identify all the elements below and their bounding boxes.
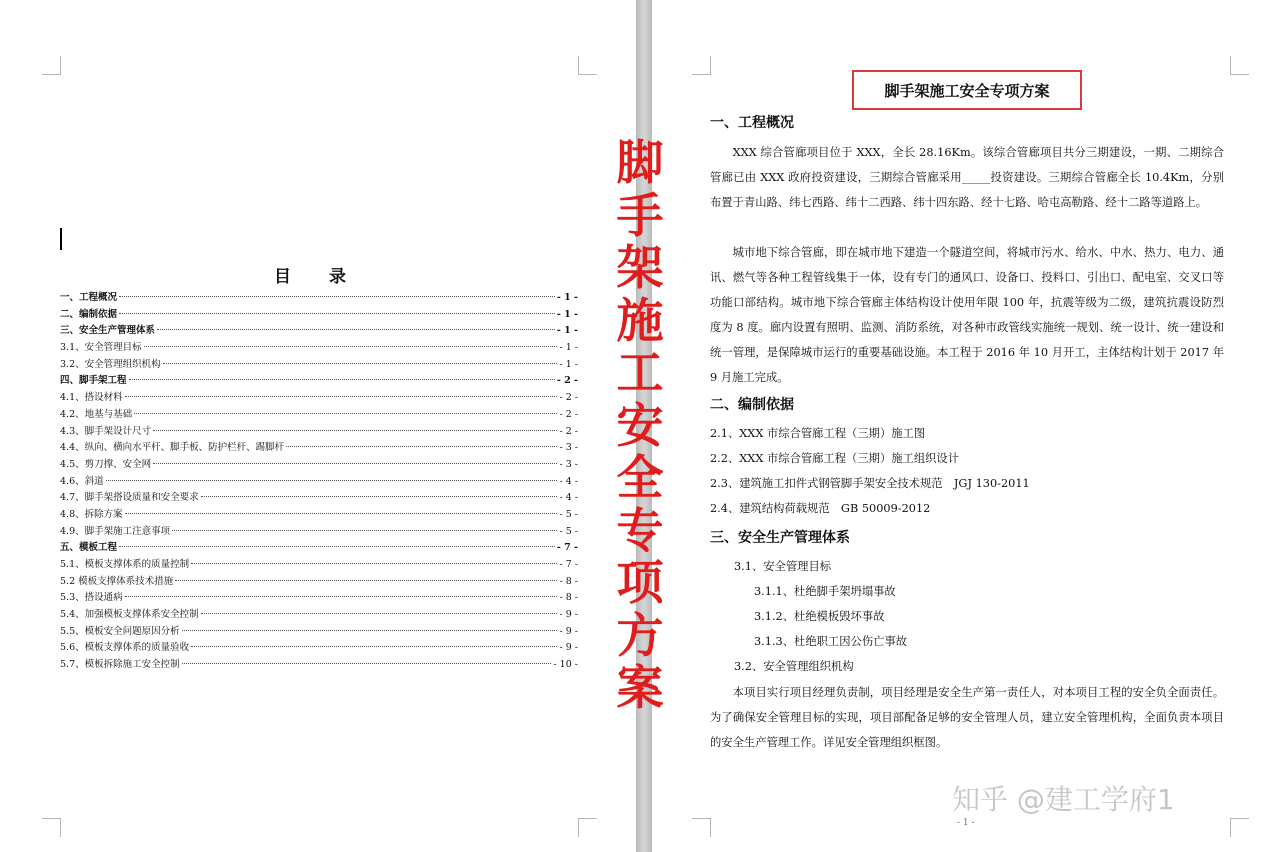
crop-mark xyxy=(1230,56,1249,75)
toc-leader-dots xyxy=(201,496,558,497)
toc-leader-dots xyxy=(182,663,552,664)
toc-entry[interactable] xyxy=(60,340,578,357)
toc-entry-page: - 1 - xyxy=(556,325,578,337)
toc-entry[interactable] xyxy=(60,474,578,491)
toc-entry-label: 4.5、剪刀撑、安全网 xyxy=(60,458,152,470)
toc-entry-page: - 7 - xyxy=(556,542,578,554)
toc-entry-label: 5.2 模板支撑体系技术措施 xyxy=(60,575,174,587)
section-heading-overview: 一、工程概况 xyxy=(710,115,794,131)
toc-leader-dots xyxy=(191,563,557,564)
toc-entry[interactable] xyxy=(60,590,578,607)
toc-entry[interactable] xyxy=(60,507,578,524)
basis-item: 2.4、建筑结构荷载规范 GB 50009-2012 xyxy=(710,502,931,515)
toc-leader-dots xyxy=(286,446,557,447)
toc-entry-page: - 8 - xyxy=(559,592,578,604)
toc-leader-dots xyxy=(144,346,558,347)
crop-mark xyxy=(1230,818,1249,837)
toc-entry[interactable] xyxy=(60,524,578,541)
crop-mark xyxy=(692,56,711,75)
toc-entry-label: 4.9、脚手架施工注意事项 xyxy=(60,525,171,537)
toc-entry[interactable] xyxy=(60,323,578,340)
toc-entry[interactable] xyxy=(60,657,578,674)
toc-entry-label: 3.2、安全管理组织机构 xyxy=(60,358,161,370)
crop-mark xyxy=(578,56,597,75)
toc-leader-dots xyxy=(191,646,557,647)
basis-item: 2.3、建筑施工扣件式钢管脚手架安全技术规范 JGJ 130-2011 xyxy=(710,477,1030,490)
toc-leader-dots xyxy=(134,413,557,414)
toc-entry-label: 二、编制依据 xyxy=(60,308,118,320)
toc-entry-page: - 2 - xyxy=(559,425,578,437)
overview-paragraph-2: 城市地下综合管廊，即在城市地下建造一个隧道空间，将城市污水、给水、中水、热力、电力、通讯、燃气等各种工程管线集于一体，设有专门的通风口、设备口、投料口、引出口、配电室、交叉口等功能口部结构。城市地下综合管廊主体结构设计使用年限 100 年，抗震等级为二级，建筑抗震设防烈度为 8 度。廊内设置有照明、监测、消防系统，对各种市政管线实施统一规划、统一设计、统一建设和统一管理，是保障城市运行的重要基础设施。本工程于 2016 年 10 月开工，主体结构计划于 2017 年 9 月施工完成。 xyxy=(710,246,1224,384)
toc-entry-label: 三、安全生产管理体系 xyxy=(60,325,156,337)
toc-leader-dots xyxy=(106,480,558,481)
toc-entry[interactable] xyxy=(60,557,578,574)
toc-leader-dots xyxy=(125,513,558,514)
toc-entry-label: 5.4、加强模板支撑体系安全控制 xyxy=(60,609,199,621)
toc-leader-dots xyxy=(129,379,555,380)
toc-entry-page: - 4 - xyxy=(559,475,578,487)
toc-entry-label: 4.8、拆除方案 xyxy=(60,508,123,520)
toc-entry[interactable] xyxy=(60,607,578,624)
toc-leader-dots xyxy=(182,630,558,631)
watermark: 知乎 @建工学府1 xyxy=(952,783,1175,816)
toc-entry-page: - 5 - xyxy=(559,508,578,520)
toc-entry[interactable] xyxy=(60,540,578,557)
toc-entry[interactable] xyxy=(60,307,578,324)
basis-item: 2.1、XXX 市综合管廊工程（三期）施工图 xyxy=(710,427,926,440)
toc-leader-dots xyxy=(125,396,558,397)
overview-paragraph-1: XXX 综合管廊项目位于 XXX，全长 28.16Km。该综合管廊项目共分三期建设，一期、二期综合管廊已由 XXX 政府投资建设，三期综合管廊采用_____投资建设。三期综合管廊全长 10.4Km，分别布置于青山路、纬七西路、纬十二西路、纬十四东路、经十七路、哈屯高勒路、经十二路等道路上。 xyxy=(710,146,1224,209)
toc-entry[interactable] xyxy=(60,407,578,424)
toc-entry[interactable] xyxy=(60,574,578,591)
toc-entry-label: 4.1、搭设材料 xyxy=(60,392,123,404)
toc-entry-page: - 1 - xyxy=(559,342,578,354)
toc-leader-dots xyxy=(119,296,555,297)
toc-leader-dots xyxy=(153,430,557,431)
crop-mark xyxy=(692,818,711,837)
subsection-heading: 3.1、安全管理目标 xyxy=(734,560,832,573)
toc-leader-dots xyxy=(125,596,558,597)
toc-entry-label: 5.5、模板安全问题原因分析 xyxy=(60,625,180,637)
toc-entry-label: 5.6、模板支撑体系的质量验收 xyxy=(60,642,190,654)
toc-entry-page: - 3 - xyxy=(559,442,578,454)
document-title: 脚手架施工安全专项方案 xyxy=(852,70,1082,110)
toc-entry-label: 4.7、脚手架搭设质量和安全要求 xyxy=(60,492,199,504)
toc-leader-dots xyxy=(201,613,558,614)
toc-leader-dots xyxy=(163,363,558,364)
basis-item: 2.2、XXX 市综合管廊工程（三期）施工组织设计 xyxy=(710,452,960,465)
right-page xyxy=(652,0,1283,852)
crop-mark xyxy=(42,818,61,837)
goal-item: 3.1.2、杜绝模板毁坏事故 xyxy=(754,610,885,623)
crop-mark xyxy=(42,56,61,75)
toc-entry-page: - 10 - xyxy=(553,659,578,671)
toc-entry-label: 4.2、地基与基础 xyxy=(60,408,133,420)
toc-entry-page: - 9 - xyxy=(559,609,578,621)
overlay-title: 脚手架施工安全专项方案 xyxy=(616,136,664,716)
toc-leader-dots xyxy=(157,329,555,330)
toc-leader-dots xyxy=(172,530,557,531)
toc-entry-page: - 9 - xyxy=(559,625,578,637)
toc-entry-label: 一、工程概况 xyxy=(60,292,118,303)
toc-entry-page: - 5 - xyxy=(559,525,578,537)
safety-paragraph: 本项目实行项目经理负责制，项目经理是安全生产第一责任人，对本项目工程的安全负全面责任。为了确保安全管理目标的实现，项目部配备足够的安全管理人员，建立安全管理机构，全面负责本项目的安全生产管理工作。详见安全管理组织框图。 xyxy=(710,686,1224,749)
toc-entry-label: 5.7、模板拆除施工安全控制 xyxy=(60,659,180,671)
toc-entry[interactable] xyxy=(60,357,578,374)
table-of-contents xyxy=(60,290,578,674)
toc-leader-dots xyxy=(153,463,557,464)
toc-entry-label: 四、脚手架工程 xyxy=(60,375,127,387)
toc-entry-page: - 7 - xyxy=(559,559,578,570)
toc-leader-dots xyxy=(175,580,557,581)
left-page xyxy=(0,0,636,852)
toc-entry[interactable] xyxy=(60,440,578,457)
goal-item: 3.1.3、杜绝职工因公伤亡事故 xyxy=(754,635,908,648)
toc-entry[interactable] xyxy=(60,640,578,657)
toc-entry[interactable] xyxy=(60,390,578,407)
toc-entry[interactable] xyxy=(60,290,578,307)
toc-entry[interactable] xyxy=(60,624,578,641)
text-cursor xyxy=(60,228,62,250)
toc-entry-label: 5.1、模板支撑体系的质量控制 xyxy=(60,559,190,570)
toc-entry-label: 5.3、搭设通病 xyxy=(60,592,123,604)
toc-entry[interactable] xyxy=(60,490,578,507)
toc-entry-page: - 4 - xyxy=(559,492,578,504)
toc-entry-page: - 3 - xyxy=(559,458,578,470)
toc-entry-label: 五、模板工程 xyxy=(60,542,118,554)
toc-entry[interactable] xyxy=(60,457,578,474)
toc-entry-label: 4.4、纵向、横向水平杆、脚手板、防护栏杆、踢脚杆 xyxy=(60,442,285,454)
toc-entry-page: - 2 - xyxy=(556,375,578,387)
toc-leader-dots xyxy=(119,546,555,547)
toc-entry-page: - 1 - xyxy=(556,292,578,303)
section-heading-safety: 三、安全生产管理体系 xyxy=(710,530,850,546)
toc-entry-label: 4.6、斜道 xyxy=(60,475,104,487)
goal-item: 3.1.1、杜绝脚手架坍塌事故 xyxy=(754,585,896,598)
toc-entry-page: - 2 - xyxy=(559,392,578,404)
toc-entry-label: 4.3、脚手架设计尺寸 xyxy=(60,425,152,437)
crop-mark xyxy=(578,818,597,837)
toc-entry-label: 3.1、安全管理目标 xyxy=(60,342,142,354)
toc-leader-dots xyxy=(119,313,555,314)
toc-entry[interactable] xyxy=(60,373,578,390)
toc-title: 目 录 xyxy=(274,267,362,287)
section-heading-basis: 二、编制依据 xyxy=(710,397,794,413)
toc-entry[interactable] xyxy=(60,424,578,441)
toc-entry-page: - 2 - xyxy=(559,408,578,420)
subsection-heading: 3.2、安全管理组织机构 xyxy=(734,660,854,673)
page-number: - 1 - xyxy=(957,818,975,828)
toc-entry-page: - 9 - xyxy=(559,642,578,654)
toc-entry-page: - 1 - xyxy=(559,358,578,370)
toc-entry-page: - 8 - xyxy=(559,575,578,587)
toc-entry-page: - 1 - xyxy=(556,308,578,320)
